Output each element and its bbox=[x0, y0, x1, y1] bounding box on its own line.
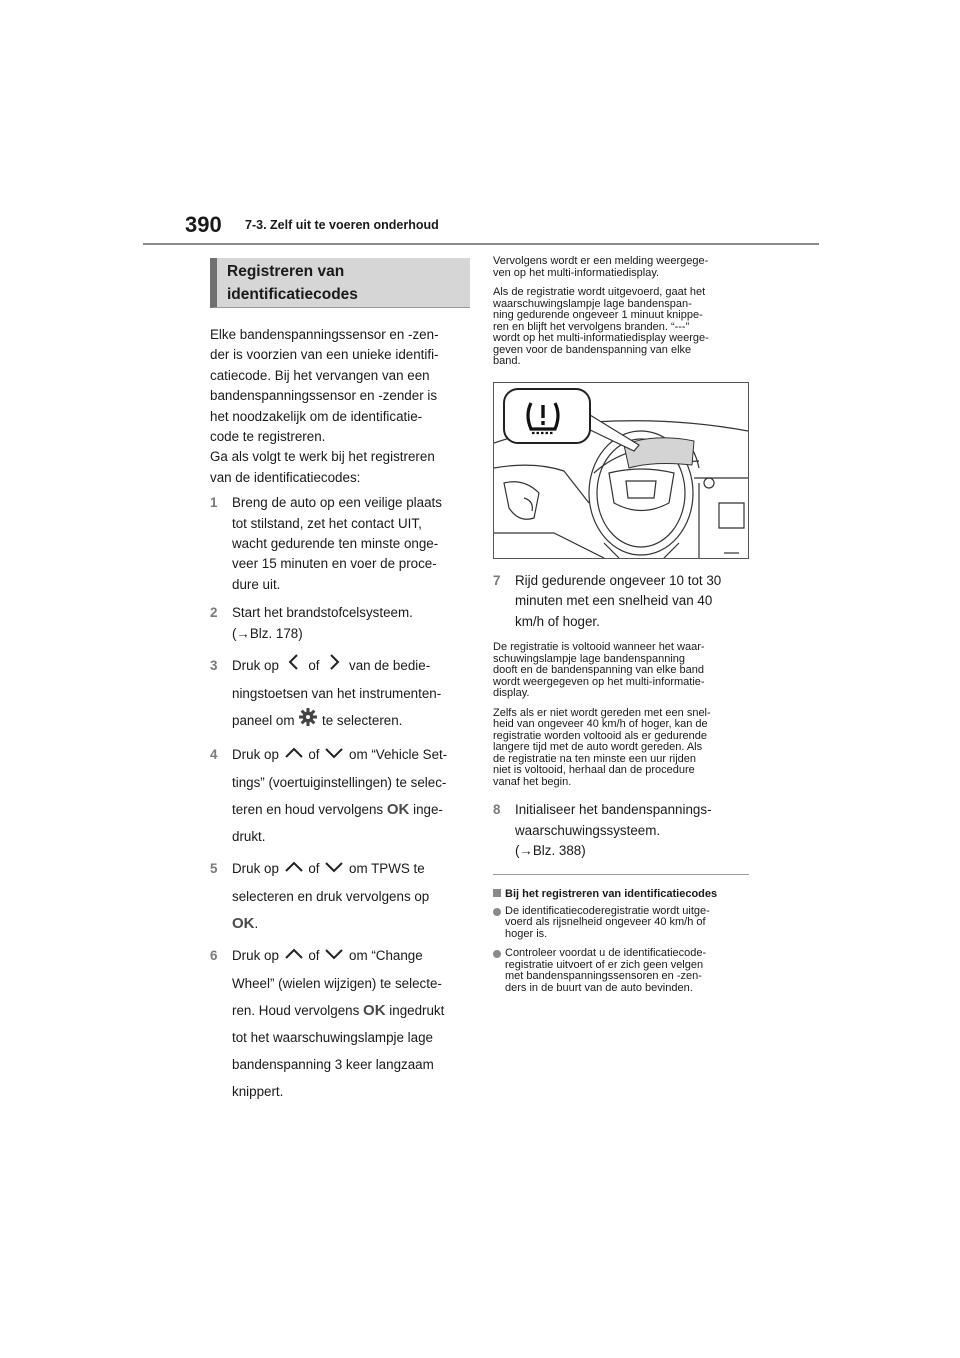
step-line: tot het waarschuwingslampje lage bbox=[232, 1029, 433, 1045]
step-text: ren. Houd vervolgens bbox=[232, 1002, 360, 1018]
step-text: of bbox=[308, 658, 320, 674]
text-line: niet is voltooid, herhaal dan de procedure bbox=[493, 764, 695, 776]
intro-line: Ga als volgt te werk bij het registreren bbox=[210, 449, 435, 465]
note-heading-text: Bij het registreren van identificatiecodes bbox=[505, 887, 718, 900]
step-text: of bbox=[308, 861, 320, 876]
note-heading bbox=[493, 888, 749, 900]
step-line: Initialiseer het bandenspannings- bbox=[515, 802, 712, 817]
paragraph bbox=[493, 287, 749, 368]
round-bullet-icon bbox=[493, 908, 501, 916]
paragraph bbox=[493, 256, 749, 279]
text-line: De registratie is voltooid wanneer het waar- bbox=[493, 641, 705, 653]
right-column bbox=[493, 256, 749, 1002]
step-line: waarschuwingssysteem. bbox=[515, 822, 661, 838]
chevron-down-icon bbox=[323, 856, 345, 883]
section-title-line-1: Registreren van bbox=[227, 263, 345, 280]
step-line: tings” (voertuiginstellingen) te selec- bbox=[232, 775, 447, 790]
text-line: dooft en de bandenspanning van elke band bbox=[493, 664, 705, 676]
step-number: 2 bbox=[210, 605, 218, 621]
step-text: inge- bbox=[413, 802, 443, 817]
text-line: wordt weergegeven op het multi-informatie- bbox=[493, 675, 705, 688]
paragraph bbox=[493, 642, 749, 700]
step-line: ningstoetsen van het instrumenten- bbox=[232, 686, 442, 702]
chevron-right-icon bbox=[323, 653, 345, 680]
page-reference: (→Blz. 388) bbox=[515, 843, 586, 858]
page-number: 390 bbox=[185, 212, 222, 237]
step-line bbox=[232, 855, 470, 883]
step-line: veer 15 minuten en voer de proce- bbox=[232, 556, 437, 572]
step-number: 4 bbox=[210, 747, 218, 763]
step-number: 6 bbox=[210, 947, 218, 963]
intro-line: Elke bandenspanningssensor en -zen- bbox=[210, 327, 439, 342]
step-line: knippert. bbox=[232, 1083, 284, 1099]
text-line: met bandenspanningssensoren en -zen- bbox=[505, 970, 702, 982]
text-line: waarschuwingslampje lage bandenspan- bbox=[493, 297, 692, 310]
step-line bbox=[232, 652, 470, 680]
step-text: of bbox=[308, 947, 320, 963]
step-line bbox=[232, 910, 470, 937]
step-line: Start het brandstofcelsysteem. bbox=[232, 605, 413, 621]
step-line: Rijd gedurende ongeveer 10 tot 30 bbox=[515, 572, 722, 588]
step-line bbox=[232, 741, 470, 769]
left-column bbox=[210, 258, 470, 1110]
text-line: display. bbox=[493, 687, 530, 699]
step-7 bbox=[493, 571, 749, 633]
chevron-up-icon bbox=[283, 856, 305, 883]
step-text: Druk op bbox=[232, 747, 279, 763]
step-8 bbox=[493, 800, 749, 862]
step-text: teren en houd vervolgens bbox=[232, 802, 384, 817]
text-line: geven voor de bandenspanning van elke bbox=[493, 343, 692, 356]
step-number: 8 bbox=[493, 802, 501, 817]
text-line: de registratie na ten minste een uur rijden bbox=[493, 752, 697, 765]
step-line: km/h of hoger. bbox=[515, 613, 600, 629]
chevron-up-icon bbox=[283, 943, 305, 970]
gear-icon bbox=[298, 707, 318, 736]
text-line: ven op het multi-informatiedisplay. bbox=[493, 266, 660, 279]
step-line: Breng de auto op een veilige plaats bbox=[232, 495, 442, 511]
step-text: van de bedie- bbox=[349, 658, 431, 674]
step-number: 1 bbox=[210, 495, 218, 511]
text-line: band. bbox=[493, 355, 521, 367]
step-line: bandenspanning 3 keer langzaam bbox=[232, 1056, 434, 1072]
text-line: langere tijd met de auto wordt gereden. Als bbox=[493, 741, 703, 753]
ok-icon: OK bbox=[386, 801, 410, 818]
step-list bbox=[210, 493, 470, 1105]
step-text: paneel om bbox=[232, 713, 295, 729]
ok-icon: OK bbox=[363, 1001, 386, 1019]
ok-icon: OK bbox=[232, 914, 255, 932]
text-line: Als de registratie wordt uitgevoerd, gaat het bbox=[493, 286, 706, 298]
step-line: drukt. bbox=[232, 829, 266, 844]
step-line bbox=[232, 796, 470, 823]
page-reference: (→Blz. 178) bbox=[232, 625, 303, 641]
step-text: Druk op bbox=[232, 947, 279, 963]
chapter-title: 7-3. Zelf uit te voeren onderhoud bbox=[245, 218, 439, 232]
text-line: schuwingslampje lage bandenspanning bbox=[493, 652, 686, 665]
step-text: om “Change bbox=[349, 947, 423, 963]
text-line: Vervolgens wordt er een melding weergege- bbox=[493, 255, 709, 267]
step-line bbox=[232, 942, 470, 970]
text-line: ren en blijft het vervolgens branden. “---” bbox=[493, 320, 690, 333]
text-line: heid van ongeveer 40 km/h of hoger, kan de bbox=[493, 718, 708, 730]
section-title-line-2: identificatiecodes bbox=[227, 286, 358, 303]
intro-line: bandenspanningssensor en -zender is bbox=[210, 388, 438, 404]
round-bullet-icon bbox=[493, 950, 501, 958]
chevron-left-icon bbox=[283, 653, 305, 680]
intro-line: der is voorzien van een unieke identifi- bbox=[210, 347, 439, 363]
text-line: wordt op het multi-informatiedisplay weerge- bbox=[493, 332, 709, 344]
step-line: Wheel” (wielen wijzigen) te selecte- bbox=[232, 975, 442, 991]
intro-line: catiecode. Bij het vervangen van een bbox=[210, 367, 430, 383]
square-bullet-icon bbox=[493, 889, 501, 897]
section-heading-box bbox=[210, 258, 470, 308]
intro-line: van de identificatiecodes: bbox=[210, 469, 361, 485]
step-number: 7 bbox=[493, 572, 501, 588]
step-text: te selecteren. bbox=[322, 713, 403, 729]
step-line: selecteren en druk vervolgens op bbox=[232, 888, 430, 904]
step-line bbox=[232, 997, 470, 1024]
note-bullet bbox=[493, 906, 749, 941]
header-rule bbox=[143, 243, 819, 245]
step-line: wacht gedurende ten minste onge- bbox=[232, 536, 439, 552]
step-text: Druk op bbox=[232, 861, 279, 876]
text-line: ders in de buurt van de auto bevinden. bbox=[505, 981, 693, 994]
step-6 bbox=[210, 942, 470, 1105]
step-text: of bbox=[308, 747, 320, 763]
step-text: . bbox=[254, 915, 259, 931]
chevron-down-icon bbox=[323, 943, 345, 970]
dashboard-illustration bbox=[493, 382, 749, 559]
chevron-up-icon bbox=[283, 742, 305, 769]
step-line: tot stilstand, zet het contact UIT, bbox=[232, 515, 422, 531]
step-line: minuten met een snelheid van 40 bbox=[515, 593, 713, 608]
step-text: om TPWS te bbox=[349, 861, 425, 876]
text-line: vanaf het begin. bbox=[493, 775, 572, 788]
step-3 bbox=[210, 652, 470, 736]
step-number: 5 bbox=[210, 861, 218, 876]
text-line: De identificatiecoderegistratie wordt uitge- bbox=[505, 904, 710, 917]
step-5 bbox=[210, 855, 470, 937]
step-number: 3 bbox=[210, 658, 218, 674]
intro-paragraph bbox=[210, 325, 470, 488]
text-line: Zelfs als er niet wordt gereden met een snel- bbox=[493, 706, 711, 719]
intro-line: code te registreren. bbox=[210, 429, 326, 445]
text-line: hoger is. bbox=[505, 927, 548, 940]
step-text: ingedrukt bbox=[389, 1002, 445, 1018]
step-4 bbox=[210, 741, 470, 850]
step-line bbox=[232, 707, 470, 736]
intro-line: het noodzakelijk om de identificatie- bbox=[210, 408, 423, 424]
text-line: registratie worden voltooid als er gedurende bbox=[493, 729, 708, 742]
step-1 bbox=[210, 493, 470, 595]
text-line: ning gedurende ongeveer 1 minuut knippe- bbox=[493, 309, 703, 321]
step-text: Druk op bbox=[232, 658, 279, 674]
step-2 bbox=[210, 603, 470, 644]
paragraph bbox=[493, 708, 749, 789]
note-bullet bbox=[493, 948, 749, 994]
text-line: registratie uitvoert of er zich geen velgen bbox=[505, 958, 704, 971]
step-line: dure uit. bbox=[232, 576, 281, 592]
chevron-down-icon bbox=[323, 742, 345, 769]
step-text: om “Vehicle Set- bbox=[349, 747, 448, 763]
text-line: Controleer voordat u de identificatiecode- bbox=[505, 947, 707, 959]
text-line: voerd als rijsnelheid ongeveer 40 km/h of bbox=[505, 916, 706, 928]
section-divider bbox=[493, 874, 749, 875]
